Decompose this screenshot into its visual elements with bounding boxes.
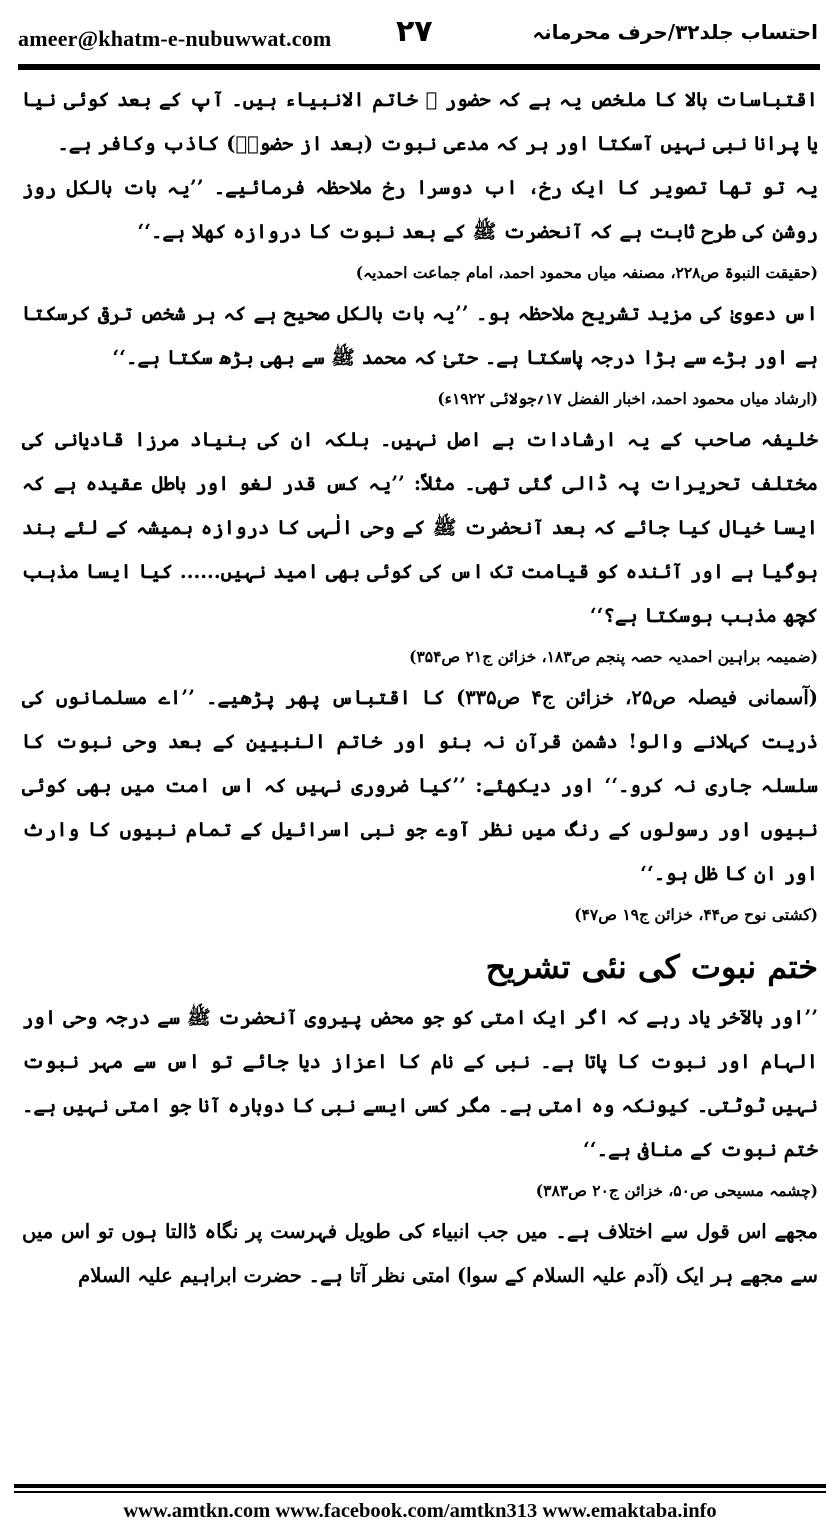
citation: (ضمیمہ براہین احمدیہ حصہ پنجم ص۱۸۳، خزائن ج۲۱ ص۳۵۴) (409, 647, 818, 666)
citation: (ارشاد میاں محمود احمد، اخبار الفضل ۱۷؍جولائی ۱۹۲۲ء) (437, 389, 818, 408)
footer-links: www.amtkn.com www.facebook.com/amtkn313 www.emaktaba.info (123, 1500, 717, 1522)
book-title: احتساب جلد۳۲/حرف محرمانہ (532, 20, 818, 44)
section-heading: ختم نبوت کی نئی تشریح (485, 948, 818, 986)
paragraph: مجھے اس قول سے اختلاف ہے۔ میں جب انبیاء کی طویل فہرست پر نگاہ ڈالتا ہوں تو اس میں سے مجھے ہر ایک (آدم علیہ السلام کے سوا) امتی نظر آتا ہے۔ حضرت ابراہیم علیہ السلام (22, 1220, 818, 1287)
page-body (22, 78, 818, 1452)
page-header (18, 12, 818, 62)
footer-rule-thin (14, 1491, 826, 1493)
header-rule (18, 64, 820, 70)
paragraph: (آسمانی فیصلہ ص۲۵، خزائن ج۴ ص۳۳۵) کا اقتباس پھر پڑھیے۔ ’’اے مسلمانوں کی ذریت کہلانے والو! دشمن قرآن نہ بنو اور خاتم النبیین کے بعد وحی نبوت کا سلسلہ جاری نہ کرو۔‘‘ اور دیکھئے: ’’کیا ضروری نہیں کہ اس امت میں بھی کوئی نبیوں اور رسولوں کے رنگ میں نظر آوے جو نبی اسرائیل کے تمام نبیوں کا وارث اور ان کا ظل ہو۔‘‘ (22, 686, 818, 885)
citation: (حقیقت النبوۃ ص۲۲۸، مصنفہ میاں محمود احمد، امام جماعت احمدیہ) (355, 263, 818, 282)
citation: (چشمہ مسیحی ص۵۰، خزائن ج۲۰ ص۳۸۳) (535, 1181, 818, 1200)
page-number: ۲۷ (396, 14, 433, 49)
paragraph: اس دعویٰ کی مزید تشریح ملاحظہ ہو۔ ’’یہ بات بالکل صحیح ہے کہ ہر شخص ترقی کرسکتا ہے اور بڑے سے بڑا درجہ پاسکتا ہے۔ حتیٰ کہ محمد ﷺ سے بھی بڑھ سکتا ہے۔‘‘ (22, 302, 818, 369)
paragraph: خلیفہ صاحب کے یہ ارشادات بے اصل نہیں۔ بلکہ ان کی بنیاد مرزا قادیانی کی مختلف تحریرات پہ ڈالی گئی تھی۔ مثلاً: ’’یہ کس قدر لغو اور باطل عقیدہ ہے کہ ایسا خیال کیا جائے کہ بعد آنحضرت ﷺ کے وحی الٰہی کا دروازہ ہمیشہ کے لئے بند ہوگیا ہے اور آئندہ کو قیامت تک اس کی کوئی بھی امید نہیں...... کیا ایسا مذہب کچھ مذہب ہوسکتا ہے؟‘‘ (22, 428, 818, 627)
header-email: ameer@khatm-e-nubuwwat.com (18, 26, 332, 51)
citation: (کشتی نوح ص۴۴، خزائن ج۱۹ ص۴۷) (574, 905, 818, 924)
paragraph: یہ تو تھا تصویر کا ایک رخ، اب دوسرا رخ ملاحظہ فرمائیے۔ ’’یہ بات بالکل روز روشن کی طرح ثابت ہے کہ آنحضرت ﷺ کے بعد نبوت کا دروازہ کھلا ہے۔‘‘ (22, 176, 818, 243)
paragraph: ’’اور بالآخر یاد رہے کہ اگر ایک امتی کو جو محض پیروی آنحضرت ﷺ سے درجہ وحی اور الہام اور نبوت کا پاتا ہے۔ نبی کے نام کا اعزاز دیا جائے تو اس سے مہر نبوت نہیں ٹوٹتی۔ کیونکہ وہ امتی ہے۔ مگر کسی ایسے نبی کا دوبارہ آنا جو امتی نہیں ہے۔ ختم نبوت کے منافی ہے۔‘‘ (22, 1006, 818, 1161)
paragraph: اقتباسات بالا کا ملخص یہ ہے کہ حضور ﷺ خاتم الانبیاء ہیں۔ آپ کے بعد کوئی نیا یا پرانا نبی نہیں آسکتا اور ہر کہ مدعی نبوت (بعد از حضورؐ) کاذب وکافر ہے۔ (22, 88, 818, 155)
footer-rule (14, 1484, 826, 1488)
